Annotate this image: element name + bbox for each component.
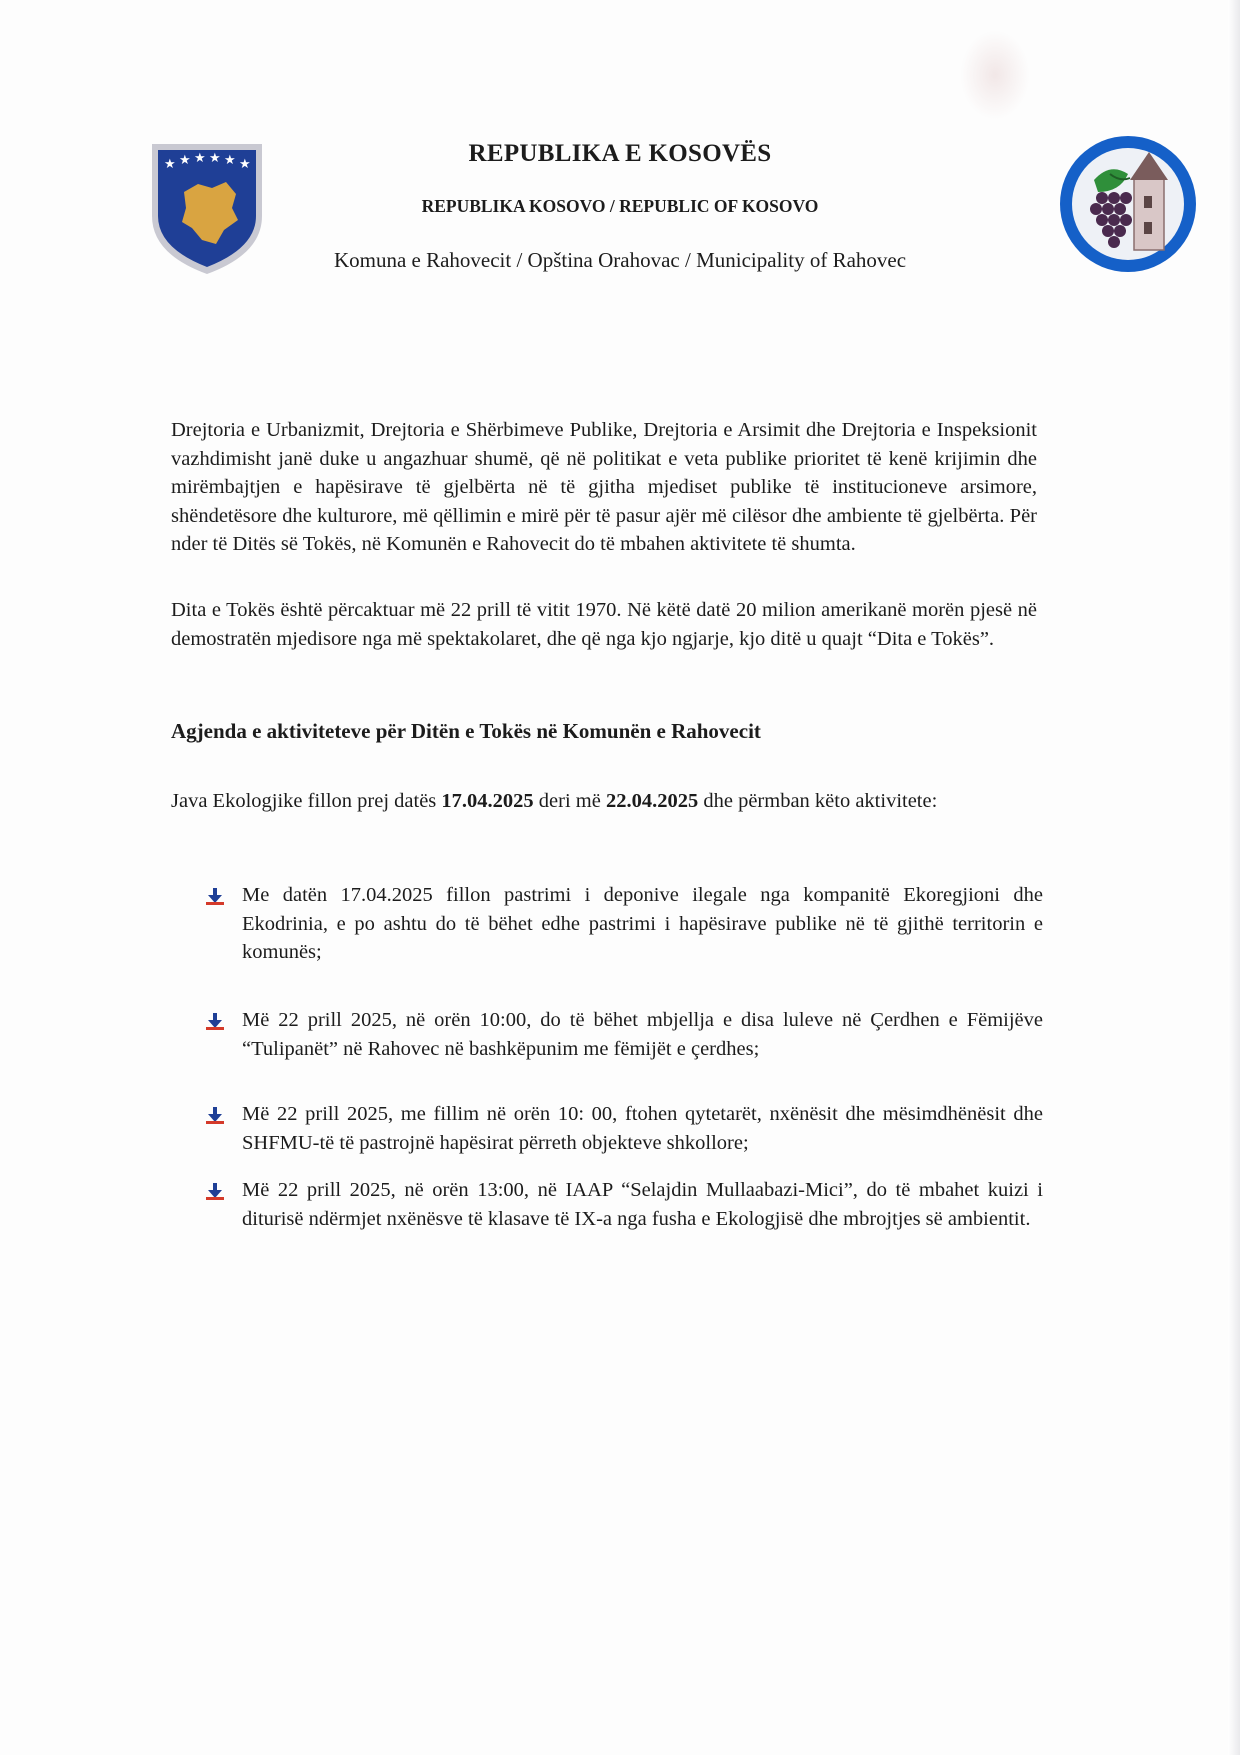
intro-paragraph: Drejtoria e Urbanizmit, Drejtoria e Shërbimeve Publike, Drejtoria e Arsimit dhe Drejtoria e Inspeksionit vazhdimisht janë duke u angazhuar shumë, që në politikat e veta publike prioritet të kenë krijimin dhe mirëmbajtjen e hapësirave të gjelbërta në të gjitha mjediset publike të institucioneve arsimore, shëndetësore dhe kulturore, më qëllimin e mirë për të pasur ajër më cilësor dhe ambiente të gjelbërta. Për nder të Ditës së Tokës, në Komunën e Rahovecit do të mbahen aktivitete të shumta. (171, 419, 1037, 555)
svg-text:★: ★ (179, 153, 191, 168)
svg-text:★: ★ (194, 151, 206, 166)
eco-week-text-2: deri më (533, 790, 606, 812)
municipality-line: Komuna e Rahovecit / Opština Orahovac / Municipality of Rahovec (333, 248, 907, 272)
arrow-bullet-icon (206, 887, 224, 905)
svg-text:★: ★ (164, 157, 176, 172)
activity-text: Më 22 prill 2025, në orën 10:00, do të bëhet mbjellja e disa luleve në Çerdhen e Fëmijëve “Tulipanët” në Rahovec në bashkëpunim me fëmijët e çerdhes; (242, 1009, 1043, 1060)
earth-day-history-paragraph: Dita e Tokës është përcaktuar më 22 prill të vitit 1970. Në këtë datë 20 milion amerikanë morën pjesë në demostratën mjedisore nga më spektakolaret, dhe që nga kjo ngjarje, kjo ditë u quajt “Dita e Tokës”. (171, 599, 1037, 650)
eco-week-text-3: dhe përmban këto aktivitete: (698, 790, 938, 812)
arrow-bullet-icon (206, 1012, 224, 1030)
arrow-bullet-icon (206, 1106, 224, 1124)
svg-text:★: ★ (239, 157, 251, 172)
activity-text: Më 22 prill 2025, me fillim në orën 10: 00, ftohen qytetarët, nxënësit dhe mësimdhënësit dhe SHFMU-të të pastrojnë hapësirat përreth objekteve shkollore; (242, 1103, 1043, 1154)
activity-text: Me datën 17.04.2025 fillon pastrimi i deponive ilegale nga kompanitë Ekoregjioni dhe Ekodrinia, e po ashtu do të bëhet edhe pastrimi i hapësirave publike në të gjithë territorin e komunës; (242, 884, 1043, 963)
svg-text:★: ★ (209, 151, 221, 166)
eco-week-paragraph (171, 787, 1037, 816)
eco-week-start-date: 17.04.2025 (441, 790, 534, 812)
eco-week-text-1: Java Ekologjike fillon prej datës (171, 790, 442, 812)
rahovec-grapes-tower-emblem-icon (1058, 134, 1198, 274)
scan-smudge (960, 30, 1030, 120)
activity-text: Më 22 prill 2025, në orën 13:00, në IAAP “Selajdin Mullaabazi-Mici”, do të mbahet kuizi i diturisë ndërmjet nxënësve të klasave të IX-a nga fusha e Ekologjisë dhe mbrojtjes së ambientit. (242, 1179, 1043, 1230)
scan-edge (1228, 0, 1240, 1755)
header-title: REPUBLIKA E KOSOVËS (468, 140, 772, 167)
agenda-heading: Agjenda e aktiviteteve për Ditën e Tokës në Komunën e Rahovecit (171, 719, 761, 743)
header-subtitle: REPUBLIKA KOSOVO / REPUBLIC OF KOSOVO (421, 196, 819, 216)
arrow-bullet-icon (206, 1182, 224, 1200)
kosovo-coat-of-arms-icon (146, 136, 268, 276)
svg-text:★: ★ (224, 153, 236, 168)
eco-week-end-date: 22.04.2025 (605, 790, 699, 812)
